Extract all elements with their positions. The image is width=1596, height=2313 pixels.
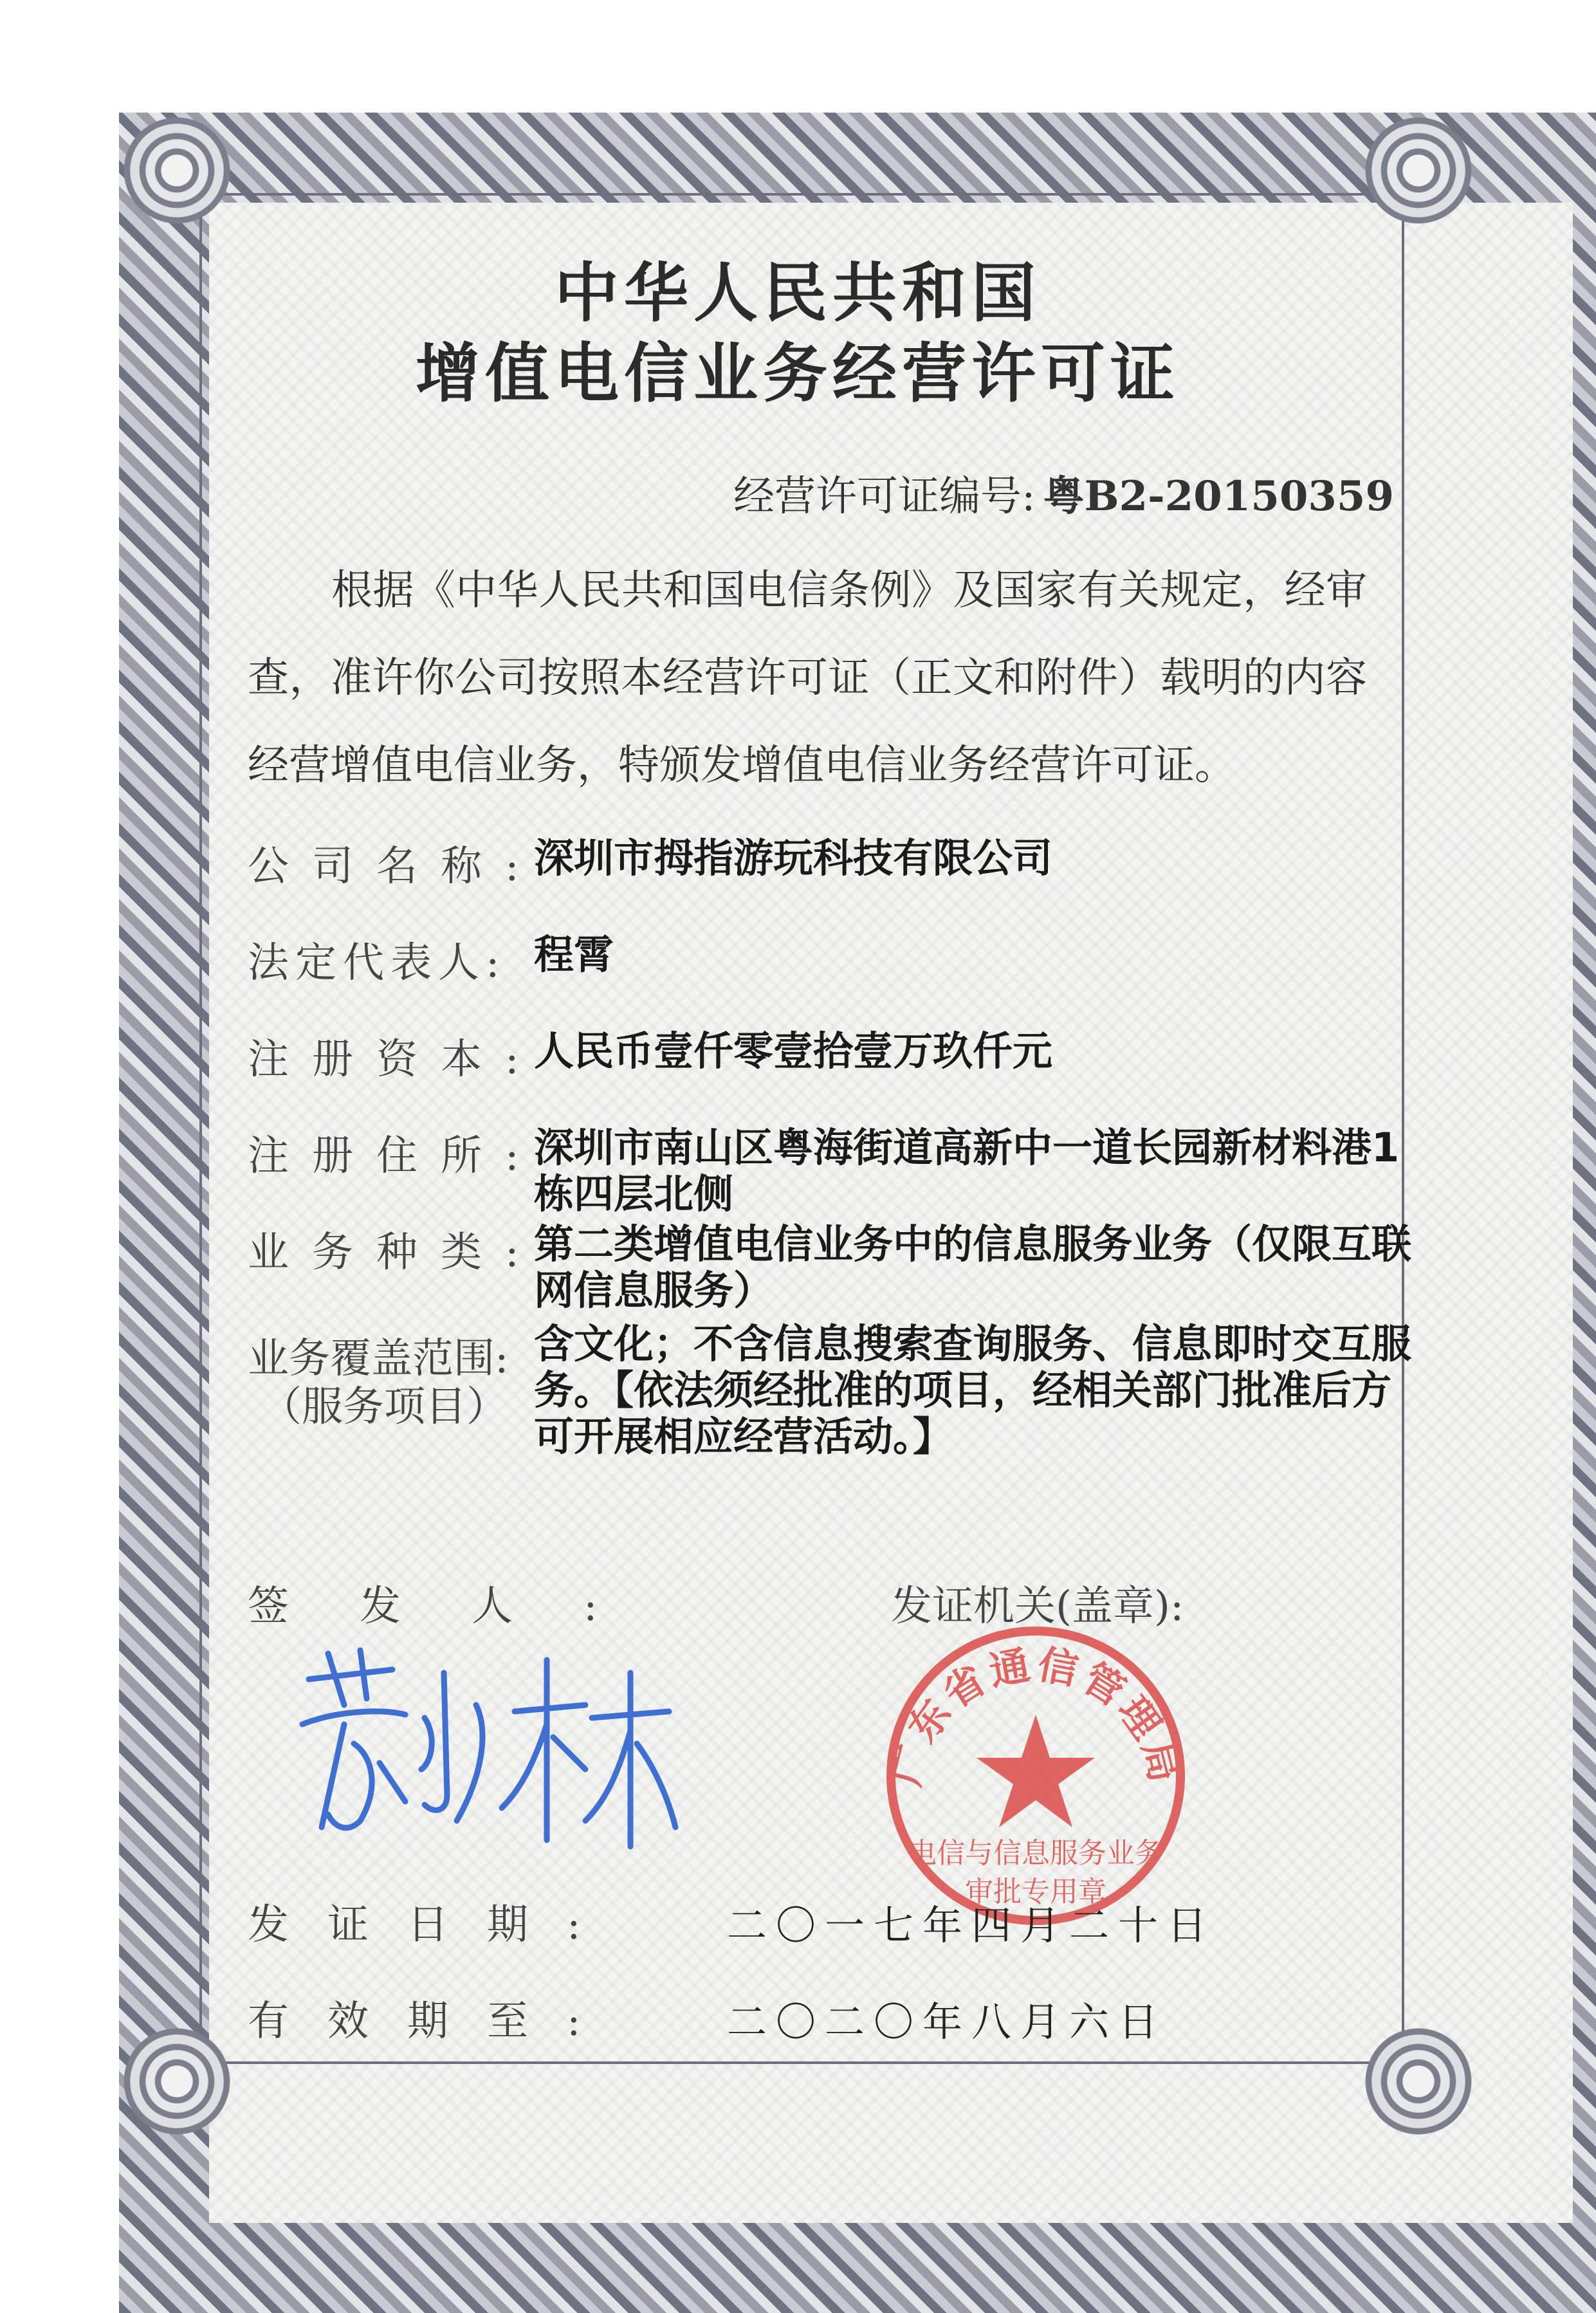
license-number-label: 经营许可证编号:	[733, 473, 1036, 521]
corner-rosette-icon	[122, 116, 232, 225]
valid-until-value: 二〇二〇年八月六日	[727, 1998, 1168, 2045]
issue-date-label: 发证日期:	[248, 1901, 619, 1949]
valid-until-label: 有效期至:	[248, 1998, 619, 2045]
preamble-text: 根据《中华人民共和国电信条例》及国家有关规定，经审查，准许你公司按照本经营许可证（正文和附件）载明的内容经营增值电信业务，特颁发增值电信业务经营许可证。	[248, 567, 1367, 789]
license-number	[733, 463, 1394, 522]
handwritten-signature	[283, 1634, 682, 1866]
address-value: 深圳市南山区粤海街道高新中一道长园新材料港1栋四层北侧	[534, 1124, 1400, 1217]
seal-outer-text: 广东省通信管理局	[881, 1640, 1190, 1791]
certificate-title-line1: 中华人民共和国	[555, 255, 1041, 331]
signer-label: 签发人:	[248, 1583, 668, 1630]
seal-inner-text-line2: 审批专用章	[965, 1875, 1106, 1908]
issuer-label: 发证机关(盖章):	[891, 1583, 1184, 1630]
company-name-value: 深圳市拇指游玩科技有限公司	[534, 834, 1053, 881]
scope-label-line2: （服务项目）	[261, 1383, 508, 1431]
license-number-value: 粤B2-20150359	[1043, 472, 1394, 521]
business-type-value: 第二类增值电信业务中的信息服务业务（仅限互联网信息服务）	[534, 1221, 1412, 1314]
business-type-label: 业务种类:	[248, 1229, 542, 1276]
certificate-title-line2: 增值电信业务经营许可证	[416, 335, 1180, 411]
seal-inner-text-line1: 电信与信息服务业务	[908, 1837, 1163, 1870]
capital-value: 人民币壹仟零壹拾壹万玖仟元	[534, 1027, 1053, 1074]
capital-label: 注册资本:	[248, 1036, 542, 1083]
address-label: 注册住所:	[248, 1132, 542, 1180]
legal-rep-value: 程霄	[534, 931, 614, 978]
scope-value: 含文化；不含信息搜索查询服务、信息即时交互服务。【依法须经批准的项目，经相关部门批准后方可开展相应经营活动。】	[534, 1320, 1412, 1460]
corner-rosette-icon	[1364, 116, 1473, 225]
corner-rosette-icon	[122, 2027, 232, 2136]
corner-rosette-icon	[1364, 2027, 1473, 2136]
official-seal-stamp	[868, 1608, 1203, 1943]
scope-label-line1: 业务覆盖范围:	[248, 1335, 509, 1383]
legal-rep-label: 法定代表人:	[248, 939, 506, 987]
company-name-label: 公司名称:	[248, 843, 542, 890]
issue-date-value: 二〇一七年四月二十日	[727, 1902, 1216, 1949]
